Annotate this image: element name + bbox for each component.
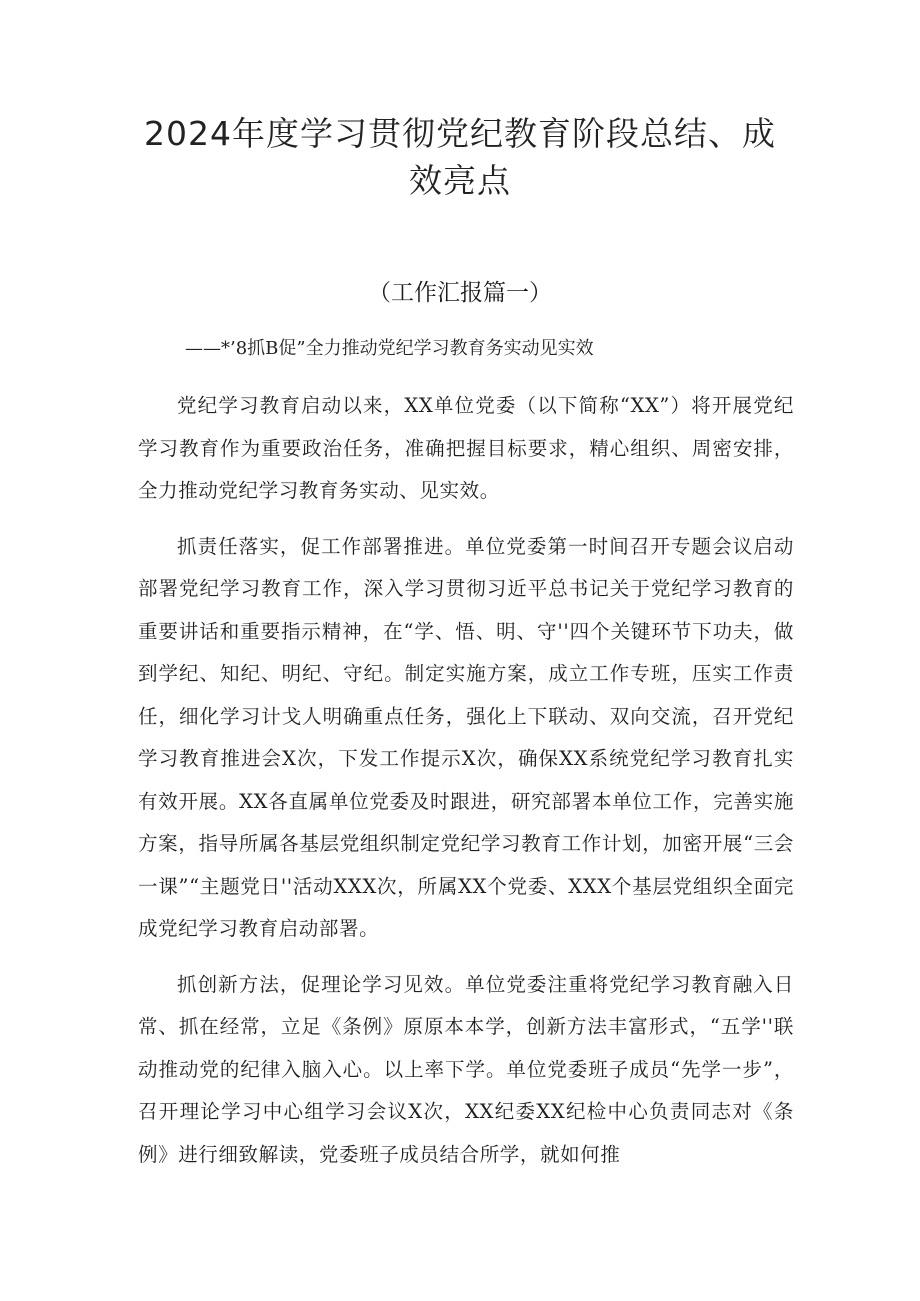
- document-subtitle: （工作汇报篇一）: [368, 280, 552, 306]
- paragraph-intro: 党纪学习教育启动以来，XX单位党委（以下简称“XX”）将开展党纪学习教育作为重要政治任务，准确把握目标要求，精心组织、周密安排，全力推动党纪学习教育务实动、见实效。: [138, 394, 794, 502]
- document-body: [138, 385, 794, 1189]
- document-title: 2024年度学习贯彻党纪教育阶段总结、成效亮点: [144, 114, 776, 200]
- paragraph-innovation: 抓创新方法，促理论学习见效。单位党委注重将党纪学习教育融入日常、抓在经常，立足《条例》原原本本学，创新方法丰富形式，“五学''联动推动党的纪律入脑入心。以上率下学。单位党委班子成员“先学一步”，召开理论学习中心组学习会议X次，XX纪委XX纪检中心负责同志对《条例》进行细致解读，党委班子成员结合所学，就如何推: [138, 972, 794, 1166]
- paragraph-responsibility: 抓责任落实，促工作部署推进。单位党委第一时间召开专题会议启动部署党纪学习教育工作，深入学习贯彻习近平总书记关于党纪学习教育的重要讲话和重要指示精神，在“学、悟、明、守''四个关键环节下功夫，做到学纪、知纪、明纪、守纪。制定实施方案，成立工作专班，压实工作责任，细化学习计戈人明确重点任务，强化上下联动、双向交流，召开党纪学习教育推进会X次，下发工作提示X次，确保XX系统党纪学习教育扎实有效开展。XX各直属单位党委及时跟进，研究部署本单位工作，完善实施方案，指导所属各基层党组织制定党纪学习教育工作计划，加密开展“三会一课”“主题党日''活动XXX次，所属XX个党委、XXX个基层党组织全面完成党纪学习教育启动部署。: [138, 534, 794, 940]
- document-tagline: ——*’8抓B促”全力推动党纪学习教育务实动见实效: [185, 338, 594, 359]
